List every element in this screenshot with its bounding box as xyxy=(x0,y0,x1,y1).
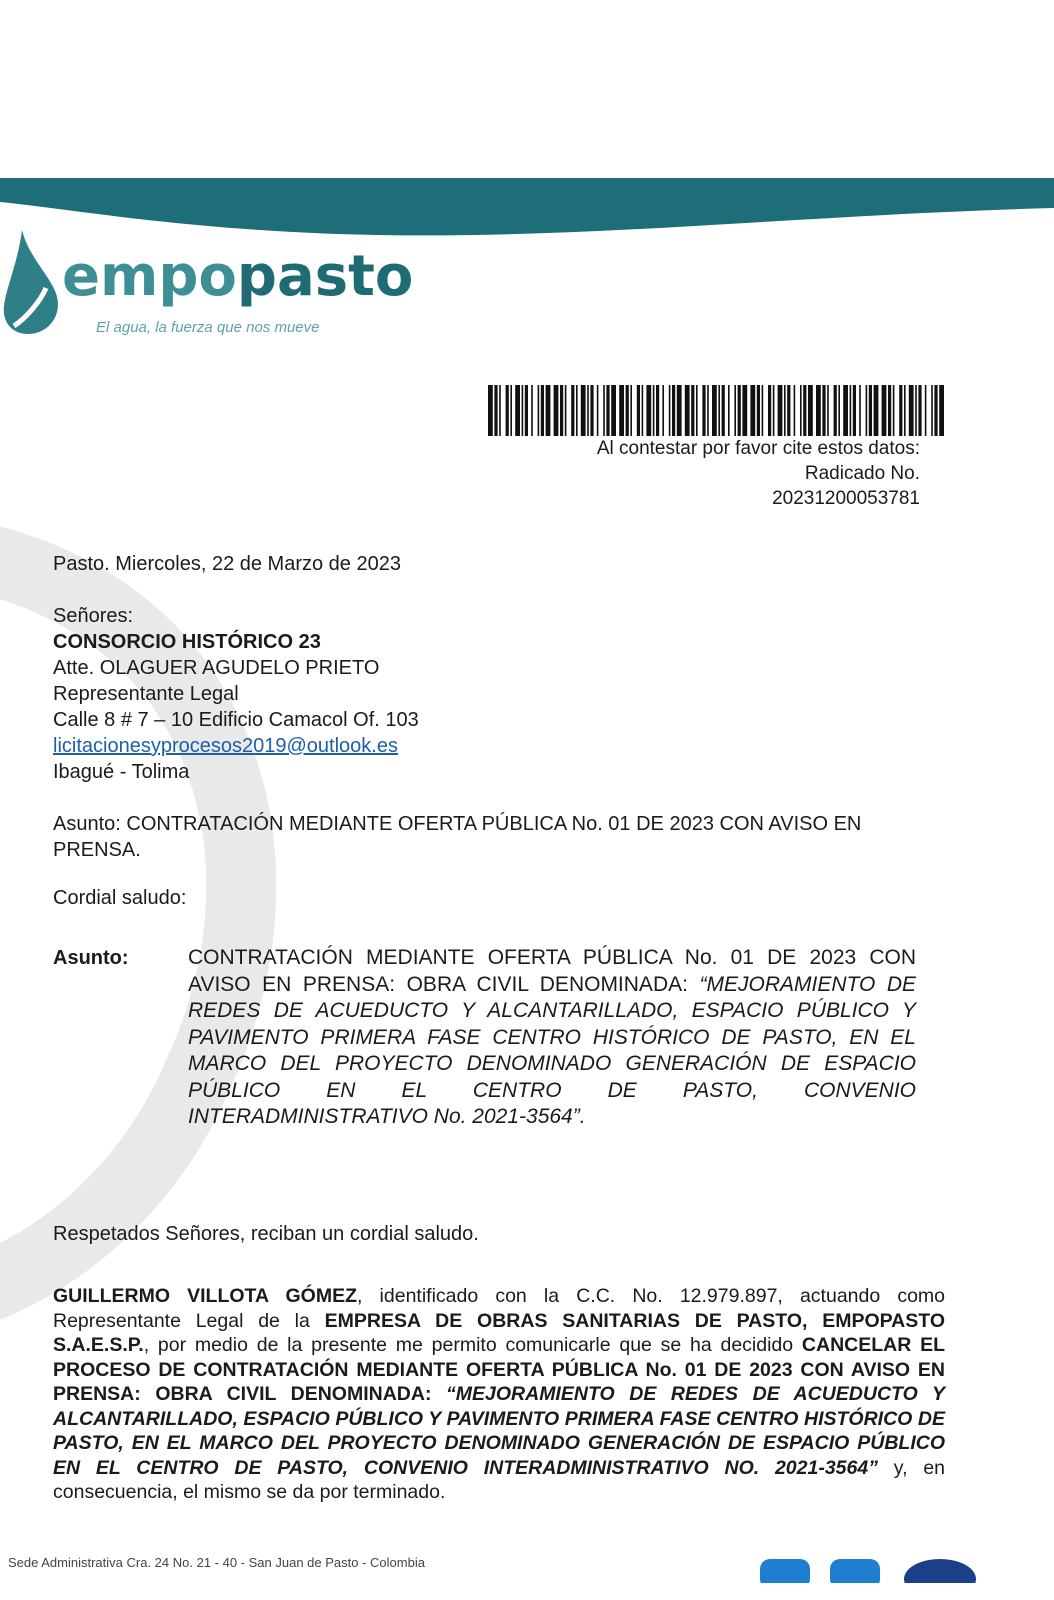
recipient-address: Calle 8 # 7 – 10 Edificio Camacol Of. 103 xyxy=(53,709,419,731)
recipient-email-link[interactable]: licitacionesyprocesos2019@outlook.es xyxy=(53,735,398,757)
signer-name: GUILLERMO VILLOTA GÓMEZ xyxy=(53,1285,357,1307)
subject-intro: CONTRATACIÓN MEDIANTE OFERTA PÚBLICA No. 01 DE 2023 CON AVISO EN PRENSA: OBRA CIVIL DENOMINADA: xyxy=(188,946,916,996)
recipient-company: CONSORCIO HISTÓRICO 23 xyxy=(53,631,321,653)
subject-title: “MEJORAMIENTO DE REDES DE ACUEDUCTO Y ALCANTARILLADO, ESPACIO PÚBLICO Y PAVIMENTO PRIMERA FASE CENTRO HISTÓRICO DE PASTO, EN EL MARCO DEL PROYECTO DENOMINADO GENERACIÓN DE ESPACIO PÚBLICO EN EL CENTRO DE PASTO, CONVENIO INTERADMINISTRATIVO No. 2021-3564”. xyxy=(188,972,916,1128)
recipient-attention: Atte. OLAGUER AGUDELO PRIETO xyxy=(53,657,380,679)
greeting: Cordial saludo: xyxy=(53,887,187,909)
recipient-block xyxy=(53,603,419,785)
date-line: Pasto. Miercoles, 22 de Marzo de 2023 xyxy=(53,553,401,575)
project-title: “MEJORAMIENTO DE REDES DE ACUEDUCTO Y ALCANTARILLADO, ESPACIO PÚBLICO Y PAVIMENTO PRIMERA FASE CENTRO HISTÓRICO DE PASTO, EN EL MARCO DEL PROYECTO DENOMINADO GENERACIÓN DE ESPACIO PÚBLICO EN EL CENTRO DE PASTO, CONVENIO INTERADMINISTRATIVO NO. 2021-3564” xyxy=(53,1383,945,1479)
body-text-2: , por medio de la presente me permito comunicarle que se ha decidido xyxy=(143,1334,802,1356)
reference-block xyxy=(597,436,920,511)
body-paragraph xyxy=(53,1284,945,1505)
logo-tagline: El agua, la fuerza que nos mueve xyxy=(96,319,320,336)
subject-full xyxy=(188,945,916,1131)
logo-wordmark: empopasto xyxy=(62,244,414,309)
cite-note: Al contestar por favor cite estos datos: xyxy=(596,438,920,459)
subject-short: Asunto: CONTRATACIÓN MEDIANTE OFERTA PÚBLICA No. 01 DE 2023 CON AVISO EN PRENSA. xyxy=(53,813,862,861)
footer-logos xyxy=(760,1553,980,1583)
radicado-number: 20231200053781 xyxy=(772,488,920,509)
radicado-label: Radicado No. xyxy=(804,463,920,484)
water-drop-icon xyxy=(0,222,70,337)
salutation: Señores: xyxy=(53,605,134,627)
body-text-3: y, en consecuencia, el mismo se da por terminado. xyxy=(53,1456,946,1503)
radicado-barcode xyxy=(488,385,948,436)
company-name: EMPRESA DE OBRAS SANITARIAS DE PASTO, EMPOPASTO S.A.E.S.P. xyxy=(53,1309,945,1356)
recipient-role: Representante Legal xyxy=(53,683,239,705)
subject-label: Asunto: xyxy=(53,947,129,969)
respects-line: Respetados Señores, reciban un cordial saludo. xyxy=(53,1223,479,1245)
recipient-city: Ibagué - Tolima xyxy=(53,761,190,783)
cancel-statement: CANCELAR EL PROCESO DE CONTRATACIÓN MEDIANTE OFERTA PÚBLICA No. 01 DE 2023 CON AVISO EN PRENSA: OBRA CIVIL DENOMINADA: xyxy=(53,1334,946,1405)
body-text-1: , identificado con la C.C. No. 12.979.897, actuando como Representante Legal de la xyxy=(53,1285,946,1332)
footer-address: Sede Administrativa Cra. 24 No. 21 - 40 - San Juan de Pasto - Colombia xyxy=(8,1555,425,1570)
empopasto-logo xyxy=(0,222,420,352)
